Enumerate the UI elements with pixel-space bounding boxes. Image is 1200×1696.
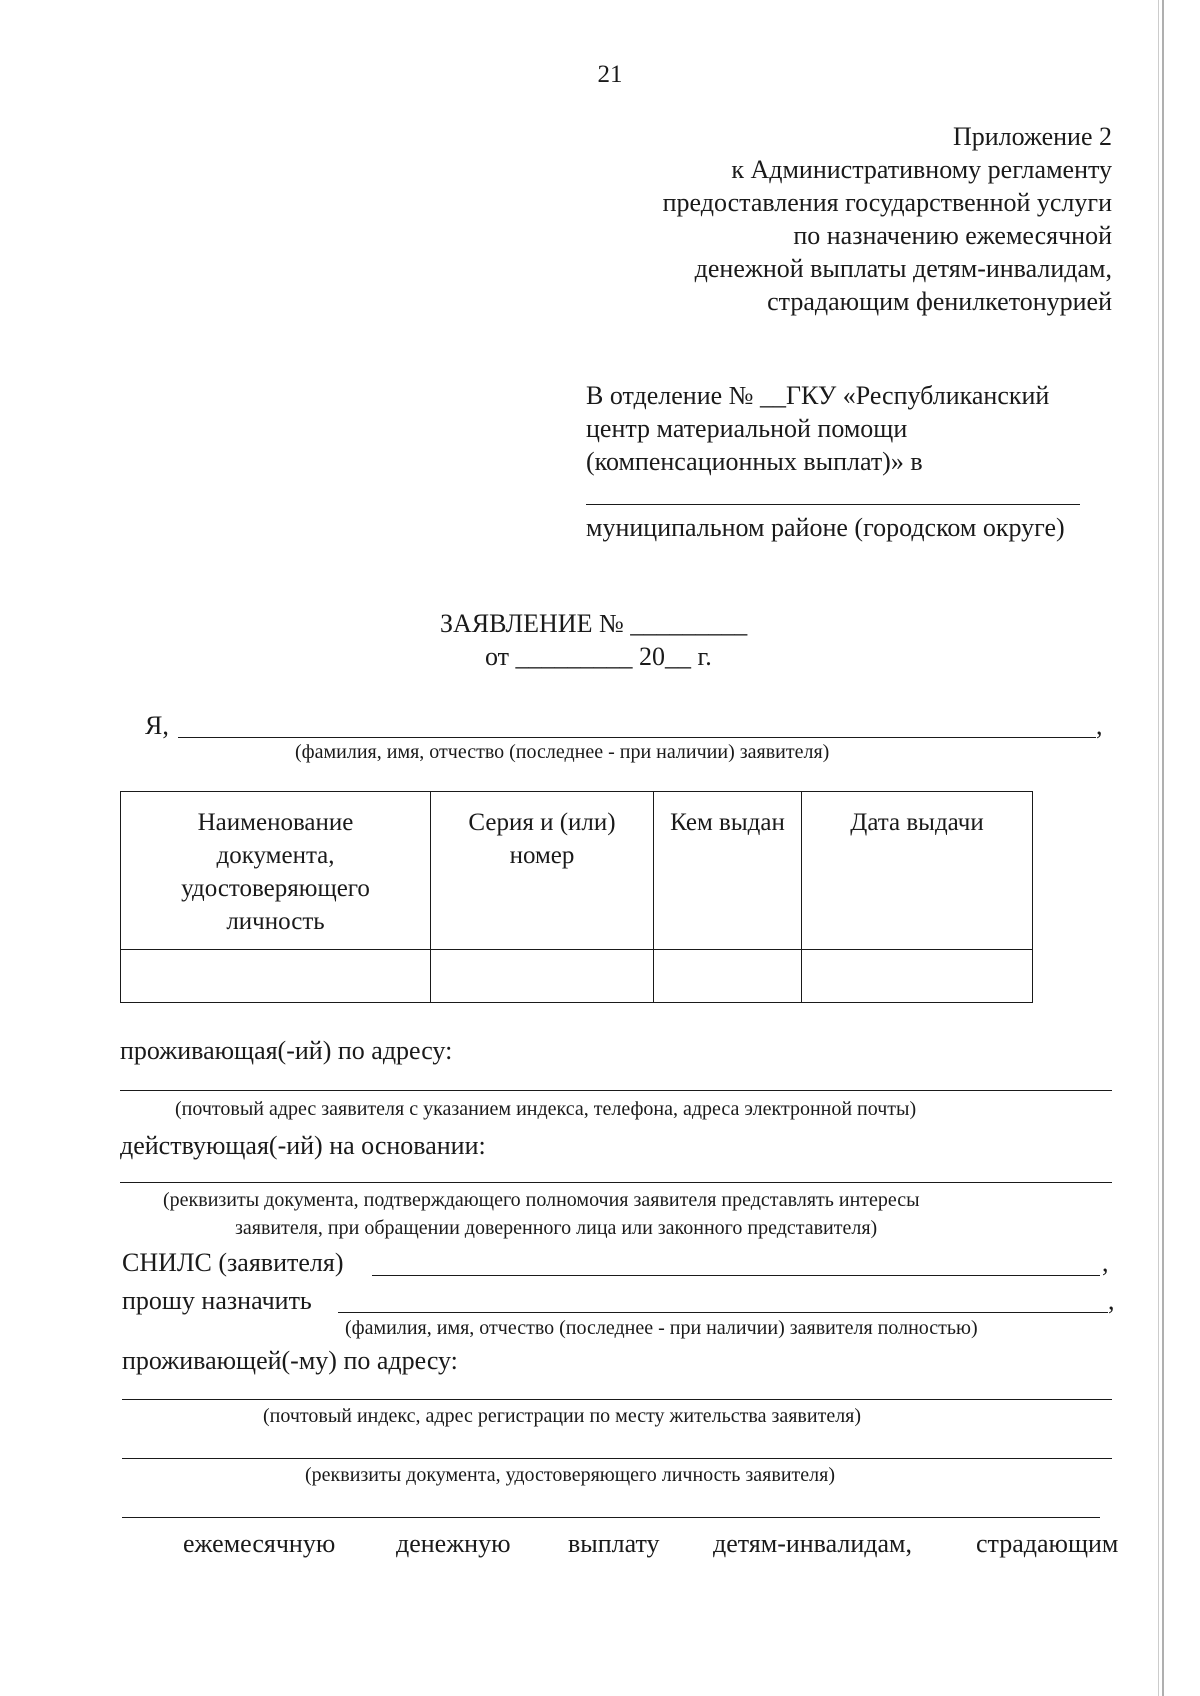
appendix-line: Приложение 2	[952, 122, 1112, 151]
table-header-cell: Дата выдачи	[802, 792, 1033, 950]
closing-word: ежемесячную	[183, 1529, 336, 1558]
residing-caption: (почтовый адрес заявителя с указанием индекса, телефона, адреса электронной почты)	[175, 1098, 917, 1120]
assign-caption: (фамилия, имя, отчество (последнее - при наличии) заявителя полностью)	[345, 1317, 978, 1339]
acting-caption-2: заявителя, при обращении доверенного лица или законного представителя)	[235, 1217, 878, 1239]
id-document-line	[122, 1458, 1112, 1459]
identity-document-table	[120, 791, 1033, 1003]
appendix-line: страдающим фенилкетонурией	[767, 287, 1112, 316]
statement-title: ЗАЯВЛЕНИЕ № _________	[440, 609, 748, 638]
table-row	[121, 950, 1033, 1003]
closing-word: денежную	[396, 1529, 511, 1558]
table-cell[interactable]	[654, 950, 802, 1003]
table-cell[interactable]	[802, 950, 1033, 1003]
residing-label: проживающая(-ий) по адресу:	[120, 1036, 453, 1065]
table-header-cell: Серия и (или) номер	[431, 792, 654, 950]
snils-line	[372, 1275, 1100, 1276]
assign-label: прошу назначить	[122, 1286, 312, 1315]
district-blank-line	[586, 504, 1080, 505]
appendix-line: к Административному регламенту	[731, 155, 1112, 184]
applicant-caption: (фамилия, имя, отчество (последнее - при наличии) заявителя)	[295, 741, 830, 763]
statement-date: от _________ 20__ г.	[485, 642, 712, 671]
assign-name-line	[338, 1312, 1108, 1313]
residing2-caption: (почтовый индекс, адрес регистрации по месту жительства заявителя)	[263, 1405, 862, 1427]
table-cell[interactable]	[121, 950, 431, 1003]
applicant-prefix: Я,	[145, 711, 169, 740]
table-header-cell: Кем выдан	[654, 792, 802, 950]
applicant-comma: ,	[1096, 711, 1103, 740]
applicant-name-line	[178, 737, 1096, 738]
acting-label: действующая(-ий) на основании:	[120, 1131, 486, 1160]
table-header-cell: Наименование документа, удостоверяющего личность	[121, 792, 431, 950]
registration-address-line	[122, 1399, 1112, 1400]
district-caption: муниципальном районе (городском округе)	[586, 513, 1065, 542]
id-document-caption: (реквизиты документа, удостоверяющего личность заявителя)	[305, 1464, 835, 1486]
appendix-line: предоставления государственной услуги	[662, 188, 1112, 217]
acting-basis-line	[120, 1182, 1112, 1183]
scan-edge-mark	[1158, 0, 1159, 1696]
closing-word: выплату	[568, 1529, 660, 1558]
closing-word: детям-инвалидам,	[713, 1529, 912, 1558]
closing-word: страдающим	[976, 1529, 1119, 1558]
extra-blank-line	[122, 1517, 1100, 1518]
appendix-line: по назначению ежемесячной	[793, 221, 1112, 250]
addressee-line: В отделение № __ГКУ «Республиканский	[586, 381, 1050, 410]
addressee-line: (компенсационных выплат)» в	[586, 447, 923, 476]
assign-comma: ,	[1108, 1286, 1115, 1315]
page-number: 21	[597, 61, 623, 88]
residing2-label: проживающей(-му) по адресу:	[122, 1346, 458, 1375]
scan-edge-mark	[1162, 0, 1164, 1696]
snils-label: СНИЛС (заявителя)	[122, 1248, 344, 1277]
addressee-line: центр материальной помощи	[586, 414, 908, 443]
table-cell[interactable]	[431, 950, 654, 1003]
snils-comma: ,	[1102, 1248, 1109, 1277]
appendix-line: денежной выплаты детям-инвалидам,	[694, 254, 1112, 283]
table-header-row	[121, 792, 1033, 950]
acting-caption-1: (реквизиты документа, подтверждающего полномочия заявителя представлять интересы	[163, 1189, 920, 1211]
residing-address-line	[120, 1090, 1112, 1091]
